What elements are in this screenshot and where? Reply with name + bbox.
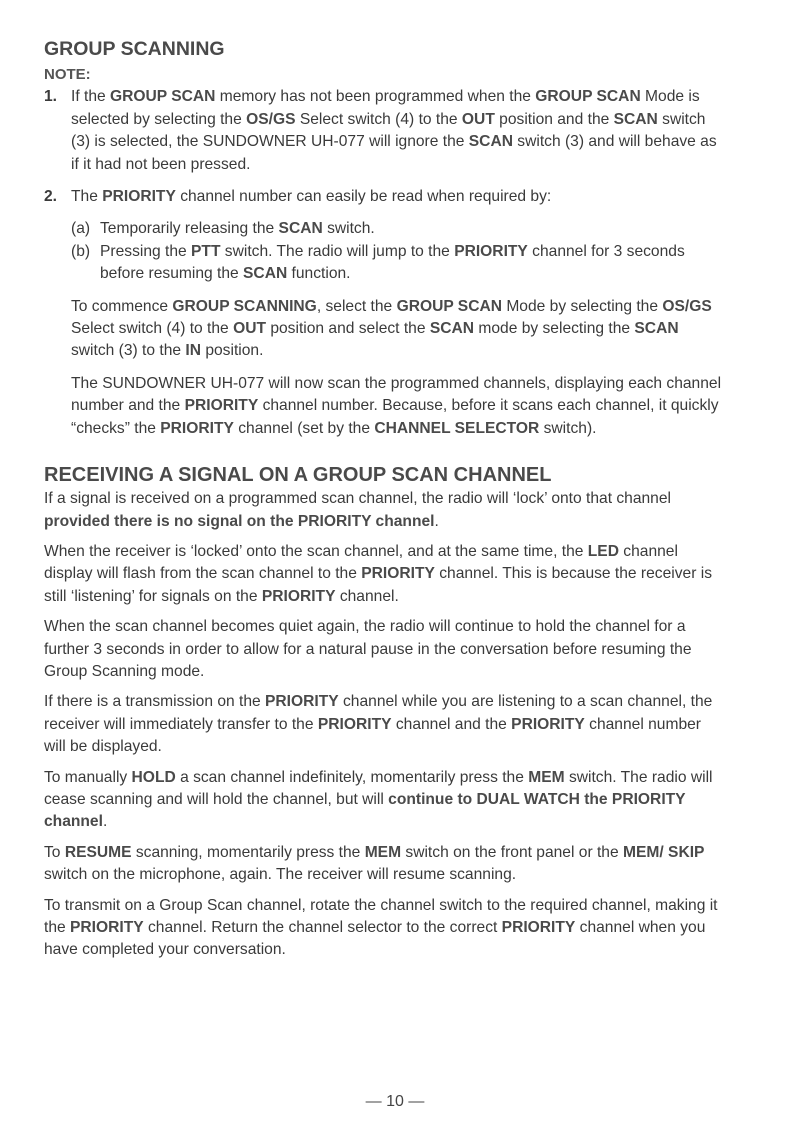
paragraph-resume: To RESUME scanning, momentarily press the MEM switch on the front panel or the MEM/ SKIP switch on the microphone, again. The receiver will resume scanning. <box>44 843 705 884</box>
sub-item-b: (b) Pressing the PTT switch. The radio will jump to the PRIORITY channel for 3 seconds before resuming the SCAN function. <box>71 242 685 283</box>
note-item-2: 2. The PRIORITY channel number can easily be read when required by: <box>44 188 552 206</box>
paragraph-quiet: When the scan channel becomes quiet again, the radio will continue to hold the channel for a further 3 seconds in order to allow for a natural pause in the conversation before resuming the Group Scanning mode. <box>44 618 692 680</box>
section-heading-group-scanning: GROUP SCANNING <box>44 38 225 60</box>
section-heading-receiving: RECEIVING A SIGNAL ON A GROUP SCAN CHANNEL <box>44 464 552 487</box>
paragraph-led: When the receiver is ‘locked’ onto the scan channel, and at the same time, the LED channel display will flash from the scan channel to the PRIORITY channel. This is because the receiver is still ‘listening’ for signals on the PRIORITY channel. <box>44 542 712 605</box>
paragraph-transmission: If there is a transmission on the PRIORITY channel while you are listening to a scan channel, the receiver will immediately transfer to the PRIORITY channel and the PRIORITY channel number will be displayed. <box>44 693 713 756</box>
paragraph-hold: To manually HOLD a scan channel indefinitely, momentarily press the MEM switch. The radio will cease scanning and will hold the channel, but will continue to DUAL WATCH the PRIORITY channel. <box>44 768 713 831</box>
note-label: NOTE: <box>44 66 91 83</box>
paragraph-lock: If a signal is received on a programmed scan channel, the radio will ‘lock’ onto that channel provided there is no signal on the PRIORITY channel. <box>44 490 671 530</box>
note-item-1: 1. If the GROUP SCAN memory has not been programmed when the GROUP SCAN Mode is selected by selecting the OS/GS Select switch (4) to the OUT position and the SCAN switch (3) is selected, the SUNDOWNER UH-077 will ignore the SCAN switch (3) and will behave as if it had not been pressed. <box>44 88 717 173</box>
paragraph-transmit: To transmit on a Group Scan channel, rotate the channel switch to the required channel, making it the PRIORITY channel. Return the channel selector to the correct PRIORITY channel when you have completed your conversation. <box>44 896 718 959</box>
manual-page <box>44 36 726 962</box>
sub-item-a: (a) Temporarily releasing the SCAN switch. <box>71 220 375 238</box>
commence-paragraph: To commence GROUP SCANNING, select the GROUP SCAN Mode by selecting the OS/GS Select switch (4) to the OUT position and select the SCAN mode by selecting the SCAN switch (3) to the IN position. <box>71 297 712 360</box>
scan-paragraph: The SUNDOWNER UH-077 will now scan the programmed channels, displaying each channel number and the PRIORITY channel number. Because, before it scans each channel, it quickly “checks” the PRIORITY channel (set by the CHANNEL SELECTOR switch). <box>71 374 722 437</box>
page-number: — 10 — <box>365 1093 425 1110</box>
